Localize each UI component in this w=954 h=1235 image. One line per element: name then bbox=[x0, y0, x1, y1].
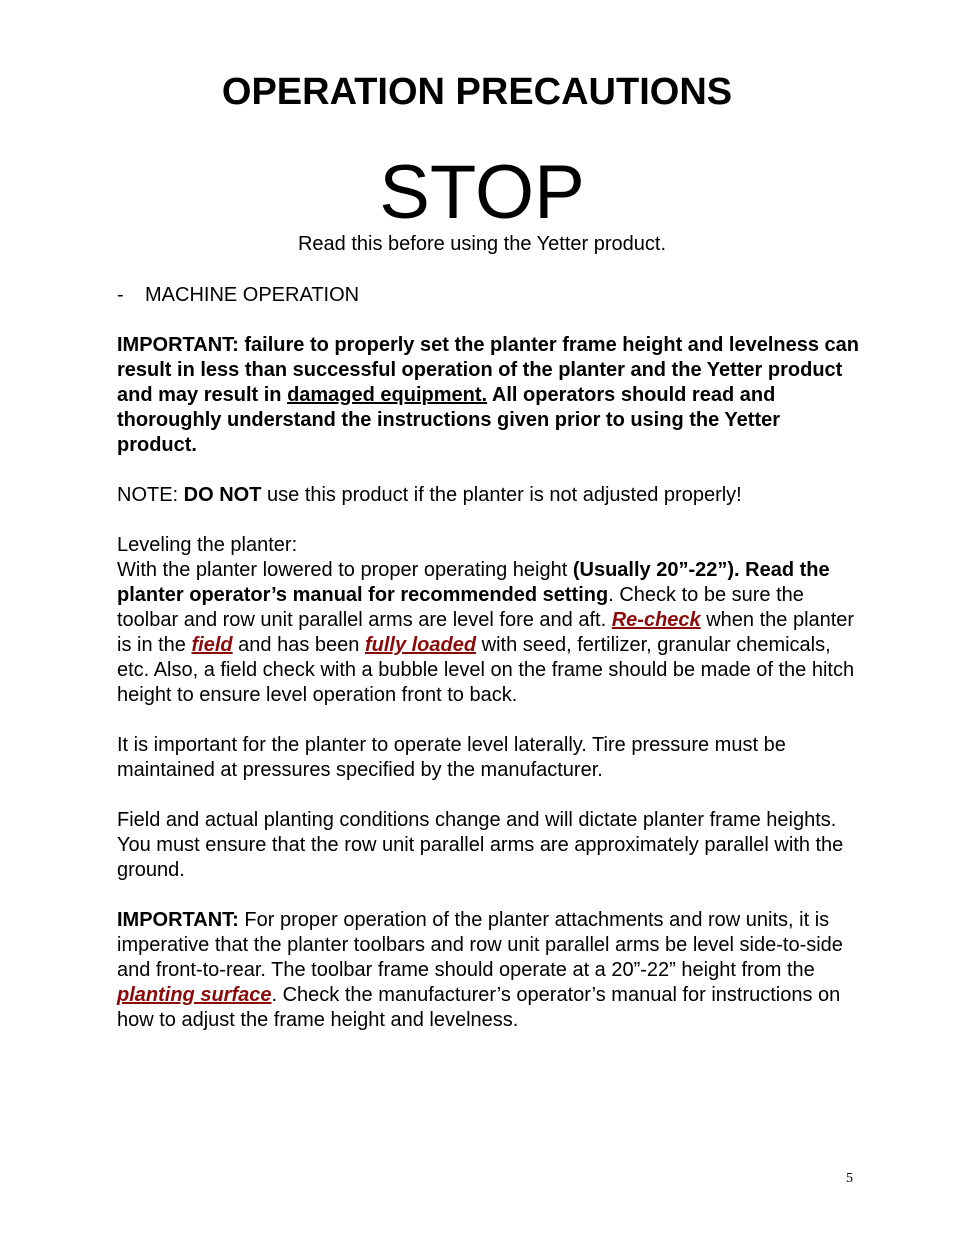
important-paragraph-1 bbox=[117, 333, 863, 458]
stop-banner: STOP bbox=[379, 150, 585, 235]
important1-underlined: damaged equipment. bbox=[287, 384, 488, 406]
leveling-paragraph bbox=[117, 558, 863, 708]
conditions-paragraph: Field and actual planting conditions change and will dictate planter frame heights. You must ensure that the row unit parallel arms are approximately parallel with the ground. bbox=[117, 809, 844, 881]
leveling-p1: With the planter lowered to proper operating height bbox=[117, 559, 573, 581]
section-dash: - bbox=[117, 284, 124, 306]
important2-lead: IMPORTANT: bbox=[117, 909, 239, 931]
note-rest: use this product if the planter is not adjusted properly! bbox=[261, 484, 742, 506]
body-content bbox=[117, 283, 863, 1058]
leveling-p5: with seed, fertilizer, granular chemicals, etc. Also, a field check with a bubble level on the frame should be made of the hitch height to ensure level operation front to back. bbox=[117, 634, 855, 706]
leveling-p1-bold: (Usually 20”-22”). Read the planter operator’s manual for recommended setting bbox=[117, 559, 830, 606]
leveling-p4: and has been bbox=[232, 634, 365, 656]
leveling-heading: Leveling the planter: bbox=[117, 534, 298, 556]
note-prefix: NOTE: bbox=[117, 484, 184, 506]
section-label: MACHINE OPERATION bbox=[145, 284, 360, 306]
note-paragraph bbox=[117, 483, 863, 508]
leveling-p2: . Check to be sure the toolbar and row unit parallel arms are level fore and aft. bbox=[117, 584, 804, 631]
subtitle: Read this before using the Yetter product. bbox=[297, 233, 667, 255]
leveling-p3: when the planter is in the bbox=[117, 609, 855, 656]
recheck-emphasis: Re-check bbox=[611, 609, 701, 631]
fully-loaded-emphasis: fully loaded bbox=[364, 634, 477, 656]
important-paragraph-2 bbox=[117, 908, 863, 1033]
field-emphasis: field bbox=[191, 634, 233, 656]
page-heading: OPERATION PRECAUTIONS bbox=[221, 71, 733, 113]
section-heading bbox=[117, 283, 863, 308]
important2-p2: . Check the manufacturer’s operator’s manual for instructions on how to adjust the frame height and levelness. bbox=[117, 984, 841, 1031]
page-number: 5 bbox=[846, 1171, 853, 1186]
important1-lead: IMPORTANT: failure to properly set the planter frame height and levelness can result in less than successful operation of the planter and the Yetter product and may result in bbox=[117, 334, 860, 406]
important1-tail: All operators should read and thoroughly understand the instructions given prior to using the Yetter product. bbox=[117, 384, 781, 456]
important2-p1: For proper operation of the planter attachments and row units, it is imperative that the planter toolbars and row unit parallel arms be level side-to-side and front-to-rear. The toolbar frame should operate at a 20”-22” height from the bbox=[117, 909, 843, 981]
lateral-paragraph: It is important for the planter to operate level laterally. Tire pressure must be maintained at pressures specified by the manufacturer. bbox=[117, 734, 786, 781]
note-bold: DO NOT bbox=[183, 484, 262, 506]
planting-surface-emphasis: planting surface bbox=[117, 984, 272, 1006]
